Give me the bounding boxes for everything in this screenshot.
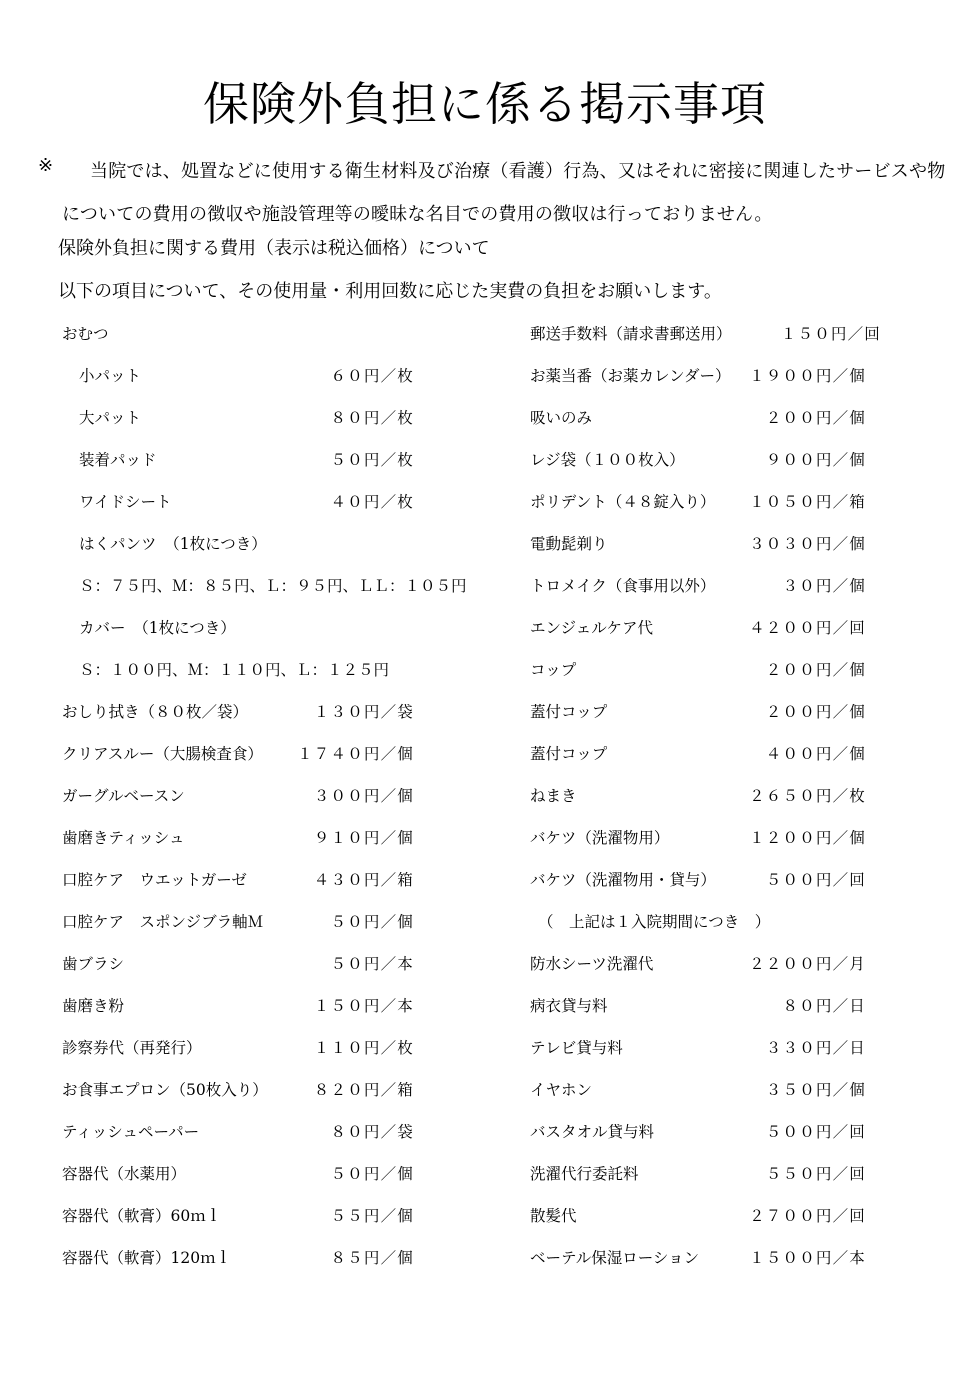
right-item-name: 病衣貸与料: [530, 997, 608, 1015]
left-item-name: おしり拭き（８０枚／袋）: [62, 703, 249, 721]
left-item-name: 容器代（軟膏）120ｍｌ: [62, 1249, 232, 1267]
left-item-name: クリアスルー（大腸検査食）: [62, 745, 263, 763]
right-item-price: １２００円／個: [749, 829, 866, 847]
left-item-price: ５５円／個: [330, 1207, 414, 1225]
right-item-price: １５００円／本: [749, 1249, 866, 1267]
right-item-price: ８０円／日: [782, 997, 866, 1015]
left-item-name: 容器代（軟膏）60ｍｌ: [62, 1207, 222, 1225]
right-item-name: バケツ（洗濯物用・貸与）: [530, 871, 716, 889]
left-item-price: ４０円／枚: [330, 493, 414, 511]
left-item-price: ４３０円／箱: [313, 871, 414, 889]
right-item-price: ２７００円／回: [749, 1207, 866, 1225]
left-item-name: Ｓ：１００円、Ｍ：１１０円、Ｌ：１２５円: [79, 661, 390, 679]
left-item-price: １３０円／袋: [313, 703, 414, 721]
left-item-price: ３００円／個: [313, 787, 414, 805]
right-item-price: ５００円／回: [765, 1123, 866, 1141]
right-item-name: レジ袋（１００枚入）: [530, 451, 685, 469]
left-item-name: 歯磨きティッシュ: [62, 829, 185, 847]
right-item-price: ３５０円／個: [765, 1081, 866, 1099]
right-item-price: ５５０円／回: [765, 1165, 866, 1183]
left-item-price: １１０円／枚: [313, 1039, 414, 1057]
right-item-price: ３０３０円／個: [749, 535, 866, 553]
right-item-name: 散髪代: [530, 1207, 577, 1225]
intro-line-1: 保険外負担に関する費用（表示は税込価格）について: [58, 238, 490, 259]
left-item-name: 容器代（水薬用）: [62, 1165, 187, 1183]
right-item-name: 吸いのみ: [530, 409, 593, 427]
right-item-name: テレビ貸与料: [530, 1039, 623, 1057]
right-item-price: １９００円／個: [749, 367, 866, 385]
left-item-price: ５０円／個: [330, 913, 414, 931]
left-item-name: 口腔ケア ウエットガーゼ: [62, 871, 247, 889]
right-item-name: バケツ（洗濯物用）: [530, 829, 670, 847]
left-item-price: ８０円／枚: [330, 409, 414, 427]
right-item-price: ３３０円／日: [765, 1039, 866, 1057]
left-item-name: ティッシュペーパー: [62, 1123, 200, 1141]
right-item-price: ９００円／個: [765, 451, 866, 469]
page-title: 保険外負担に係る掲示事項: [203, 77, 767, 131]
right-item-name: 郵送手数料（請求書郵送用）: [530, 325, 732, 343]
left-item-name: 口腔ケア スポンジブラ軸Ｍ: [62, 913, 264, 931]
right-item-name: ベーテル保湿ローション: [530, 1249, 700, 1267]
right-item-price: ２２００円／月: [749, 955, 866, 973]
left-item-price: ５０円／枚: [330, 451, 414, 469]
left-item-price: ８２０円／箱: [313, 1081, 414, 1099]
right-item-price: ２６５０円／枚: [749, 787, 866, 805]
right-item-name: バスタオル貸与料: [530, 1123, 655, 1141]
left-item-name: 装着パッド: [79, 451, 157, 469]
left-item-name: カバー （1枚につき）: [79, 619, 236, 637]
left-item-name: ワイドシート: [79, 493, 172, 511]
left-item-name: 小パット: [79, 367, 142, 385]
right-item-price: ５００円／回: [765, 871, 866, 889]
right-item-price: ２００円／個: [765, 661, 866, 679]
note-text: 当院では、処置などに使用する衛生材料及び治療（看護）行為、又はそれに密接に関連したサービスや物についての費用の徴収や施設管理等の曖昧な名目での費用の徴収は行っておりません。: [62, 161, 946, 225]
right-item-name: ポリデント（４８錠入り）: [530, 493, 716, 511]
right-item-price: ２００円／個: [765, 703, 866, 721]
left-item-price: ８５円／個: [330, 1249, 414, 1267]
right-item-name: コップ: [530, 661, 577, 679]
right-item-price: ４２００円／回: [749, 619, 866, 637]
right-item-name: お薬当番（お薬カレンダー）: [530, 367, 731, 385]
right-item-name: イヤホン: [530, 1081, 593, 1099]
right-item-name: トロメイク（食事用以外）: [530, 577, 716, 595]
left-item-name: 歯磨き粉: [62, 997, 125, 1015]
right-item-name: 防水シーツ洗濯代: [530, 955, 654, 973]
left-item-price: ６０円／枚: [330, 367, 414, 385]
left-item-name: 大パット: [79, 409, 142, 427]
right-item-name: 洗濯代行委託料: [530, 1165, 639, 1183]
right-item-price: １０５０円／箱: [749, 493, 866, 511]
left-item-name: 歯ブラシ: [62, 955, 125, 973]
left-item-price: ５０円／個: [330, 1165, 414, 1183]
intro-line-2: 以下の項目について、その使用量・利用回数に応じた実費の負担をお願いします。: [58, 281, 722, 302]
right-item-name: ねまき: [530, 787, 577, 805]
right-item-name: 電動髭剃り: [530, 535, 608, 553]
right-item-price: ２００円／個: [765, 409, 866, 427]
right-item-name: エンジェルケア代: [530, 619, 653, 637]
right-item-price: ３０円／個: [782, 577, 866, 595]
note-mark: ※: [38, 155, 54, 176]
left-item-price: ８０円／袋: [330, 1123, 414, 1141]
left-item-name: お食事エプロン（50枚入り）: [62, 1081, 268, 1099]
left-item-price: ９１０円／個: [313, 829, 414, 847]
right-item-name: （ 上記は１入院期間につき ）: [538, 913, 771, 931]
right-item-name: 蓋付コップ: [530, 703, 608, 721]
left-item-price: ５０円／本: [330, 955, 414, 973]
left-item-name: ガーグルベースン: [62, 787, 185, 805]
left-item-name: Ｓ：７５円、Ｍ：８５円、Ｌ：９５円、ＬＬ：１０５円: [79, 577, 467, 595]
right-item-name: 蓋付コップ: [530, 745, 608, 763]
right-item-price: ４００円／個: [765, 745, 866, 763]
right-item-price: １５０円／回: [780, 325, 881, 343]
left-item-name: 診察券代（再発行）: [62, 1039, 202, 1057]
left-item-price: １５０円／本: [313, 997, 414, 1015]
left-item-name: はくパンツ （1枚につき）: [79, 535, 267, 553]
left-item-price: １７４０円／個: [297, 745, 414, 763]
left-item-name: おむつ: [62, 325, 109, 343]
